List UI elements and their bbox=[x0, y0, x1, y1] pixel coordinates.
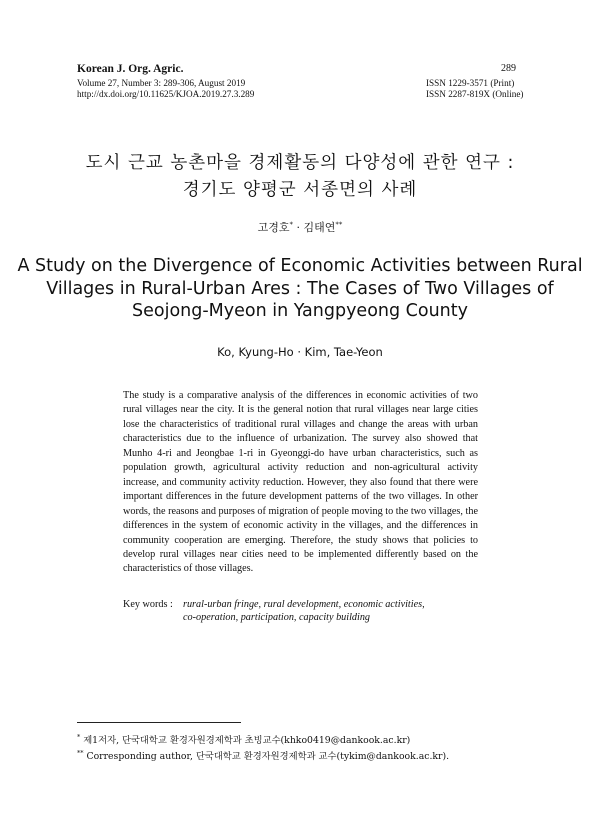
issn-print: ISSN 1229-3571 (Print) bbox=[426, 78, 515, 88]
keywords-line-1: rural-urban fringe, rural development, economic activities, bbox=[183, 599, 425, 610]
doi-link[interactable]: http://dx.doi.org/10.11625/KJOA.2019.27.3.289 bbox=[77, 89, 255, 99]
korean-authors bbox=[0, 219, 600, 235]
volume-info: Volume 27, Number 3: 289-306, August 2019 bbox=[77, 78, 246, 88]
footnote-2 bbox=[77, 748, 449, 762]
author-separator: · bbox=[293, 221, 304, 234]
author-1-mark: * bbox=[289, 220, 293, 229]
footnote-2-mark: ** bbox=[77, 748, 84, 757]
page-number: 289 bbox=[501, 63, 516, 74]
english-title-line-3: Seojong-Myeon in Yangpyeong County bbox=[132, 301, 468, 321]
korean-title-line-2: 경기도 양평군 서종면의 사례 bbox=[182, 180, 418, 200]
issn-online: ISSN 2287-819X (Online) bbox=[426, 89, 524, 99]
english-title-line-1: A Study on the Divergence of Economic Activities between Rural bbox=[17, 256, 583, 276]
korean-title-line-1: 도시 근교 농촌마을 경제활동의 다양성에 관한 연구 : bbox=[85, 153, 515, 173]
footnote-divider bbox=[77, 722, 241, 723]
footnote-2-text: Corresponding author, 단국대학교 환경자원경제학과 교수(tykim@dankook.ac.kr). bbox=[83, 751, 450, 762]
footnote-1 bbox=[77, 732, 410, 746]
keywords-line-2: co-operation, participation, capacity building bbox=[183, 612, 371, 623]
footnote-1-text: 제1저자, 단국대학교 환경자원경제학과 초빙교수(khko0419@dankook.ac.kr) bbox=[80, 735, 411, 746]
author-1-ko: 고경호 bbox=[257, 221, 290, 234]
keywords-label: Key words : bbox=[123, 599, 173, 610]
author-2-ko: 김태연 bbox=[303, 221, 336, 234]
journal-name: Korean J. Org. Agric. bbox=[77, 63, 184, 75]
english-title-line-2: Villages in Rural-Urban Ares : The Cases of Two Villages of bbox=[46, 279, 554, 299]
english-authors: Ko, Kyung-Ho · Kim, Tae-Yeon bbox=[217, 345, 383, 359]
abstract-text: The study is a comparative analysis of the differences in economic activities of two rural villages near the city. It is the general notion that rural villages near large cities lose the characteristics of traditional rural villages and change the areas with urban characteristics due to the influence of urbanization. The survey also showed that Munho 4-ri and Jeongbae 1-ri in Gyeonggi-do have urban characteristics, such as population growth, agricultural activity reduction and non-agricultural activity increase, and community activity reduction. However, they also found that there were important differences in the future development patterns of the two villages. In other words, the reasons and purposes of migration of people moving to the two villages, the differences in the system of economic activity in the villages, and the differences in community cooperation are emerging. Therefore, the study shows that policies to develop rural villages near cities need to be implemented differently based on the characteristics of those villages. bbox=[123, 390, 478, 575]
author-2-mark: ** bbox=[335, 220, 343, 229]
footnote-1-mark: * bbox=[77, 732, 81, 741]
